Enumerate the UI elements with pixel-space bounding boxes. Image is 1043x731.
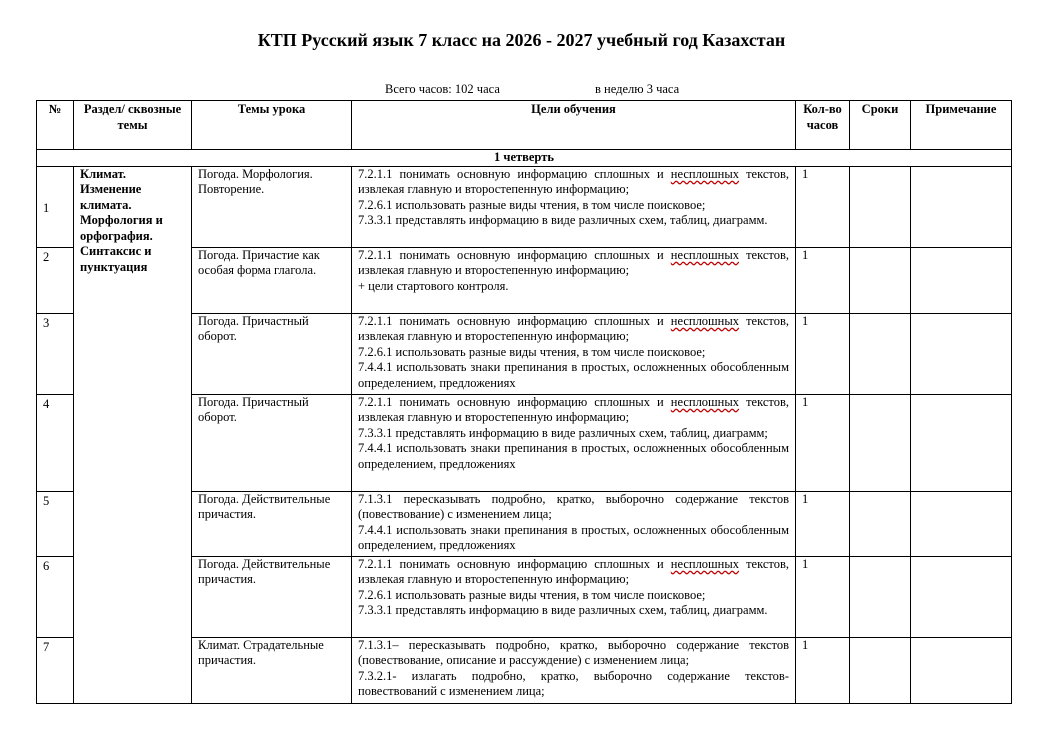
lesson-notes[interactable] [911, 556, 1012, 637]
ktp-table [36, 100, 1012, 704]
spellcheck-underline: несплошных [670, 313, 740, 328]
quarter-label: 1 четверть [37, 150, 1012, 167]
document-title: КТП Русский язык 7 класс на 2026 - 2027 учебный год Казахстан [257, 30, 786, 50]
lesson-notes[interactable] [911, 247, 1012, 313]
header-row [37, 101, 1012, 150]
goal-item: 7.3.3.1 представлять информацию в виде различных схем, таблиц, диаграмм. [358, 603, 768, 617]
lesson-goals [352, 491, 796, 556]
lesson-notes[interactable] [911, 491, 1012, 556]
lesson-goals [352, 313, 796, 394]
section-cell: Климат. Изменение климата. Морфология и орфография. Синтаксис и пунктуация [74, 166, 192, 703]
lesson-dates[interactable] [850, 247, 911, 313]
lesson-number-text: 5 [43, 493, 50, 508]
spellcheck-underline: несплошных [670, 556, 740, 571]
lesson-dates[interactable] [850, 313, 911, 394]
lesson-number-text: 2 [43, 249, 50, 264]
goal-item: 7.2.1.1 понимать основную информацию сплошных и несплошных текстов, извлекая главную и второстепенную информацию; [358, 166, 789, 196]
lesson-topic: Погода. Действительные причастия. [192, 556, 352, 637]
goal-item: 7.2.1.1 понимать основную информацию сплошных и несплошных текстов, извлекая главную и второстепенную информацию; [358, 247, 789, 277]
spellcheck-underline: несплошных [670, 166, 740, 181]
goal-item: 7.1.3.1 пересказывать подробно, кратко, выборочно содержание текстов (повествование) с изменением лица; [358, 491, 789, 521]
lesson-topic: Климат. Страдательные причастия. [192, 637, 352, 703]
spellcheck-underline: несплошных [670, 394, 740, 409]
lesson-goals [352, 166, 796, 247]
lesson-row [37, 166, 1012, 247]
total-hours: Всего часов: 102 часа [385, 82, 500, 96]
goal-item: + цели стартового контроля. [358, 278, 509, 293]
goal-item: 7.1.3.1– пересказывать подробно, кратко, выборочно содержание текстов (повествование, описание и рассуждение) с изменением лица; [358, 637, 789, 667]
header-section: Раздел/ сквозные темы [74, 101, 192, 150]
lesson-hours: 1 [796, 556, 850, 637]
lesson-number [37, 313, 74, 394]
goal-item: 7.4.4.1 использовать знаки препинания в простых, осложненных обособленным определением, предложениях [358, 360, 789, 390]
goal-item: 7.2.6.1 использовать разные виды чтения, в том числе поисковое; [358, 197, 706, 212]
header-goals: Цели обучения [352, 101, 796, 150]
lesson-number-text: 1 [43, 200, 50, 215]
lesson-number [37, 491, 74, 556]
lesson-number-text: 6 [43, 558, 50, 573]
lesson-number-text: 7 [43, 639, 50, 654]
lesson-hours: 1 [796, 637, 850, 703]
lesson-hours: 1 [796, 166, 850, 247]
lesson-notes[interactable] [911, 166, 1012, 247]
lesson-dates[interactable] [850, 637, 911, 703]
goal-item: 7.3.3.1 представлять информацию в виде различных схем, таблиц, диаграмм. [358, 213, 768, 227]
lesson-goals [352, 247, 796, 313]
goal-item: 7.2.1.1 понимать основную информацию сплошных и несплошных текстов, извлекая главную и второстепенную информацию; [358, 313, 789, 343]
lesson-number [37, 637, 74, 703]
goal-item: 7.2.6.1 использовать разные виды чтения, в том числе поисковое; [358, 344, 706, 359]
lesson-number-text: 4 [43, 396, 50, 411]
header-notes: Примечание [911, 101, 1012, 150]
lesson-notes[interactable] [911, 637, 1012, 703]
lesson-dates[interactable] [850, 394, 911, 491]
lesson-goals [352, 394, 796, 491]
lesson-notes[interactable] [911, 394, 1012, 491]
lesson-goals [352, 556, 796, 637]
goal-item: 7.2.1.1 понимать основную информацию сплошных и несплошных текстов, извлекая главную и второстепенную информацию; [358, 556, 789, 586]
lesson-topic: Погода. Причастный оборот. [192, 394, 352, 491]
lesson-dates[interactable] [850, 491, 911, 556]
weekly-hours: в неделю 3 часа [595, 82, 680, 96]
lesson-number-text: 3 [43, 315, 50, 330]
lesson-hours: 1 [796, 247, 850, 313]
header-topic: Темы урока [192, 101, 352, 150]
lesson-hours: 1 [796, 394, 850, 491]
header-num: № [37, 101, 74, 150]
lesson-hours: 1 [796, 313, 850, 394]
header-dates: Сроки [850, 101, 911, 150]
lesson-hours: 1 [796, 491, 850, 556]
lesson-topic: Погода. Действительные причастия. [192, 491, 352, 556]
goal-item: 7.3.2.1- излагать подробно, кратко, выборочно содержание текстов-повествований с изменением лица; [358, 668, 789, 698]
header-hours: Кол-во часов [796, 101, 850, 150]
lesson-notes[interactable] [911, 313, 1012, 394]
goal-item: 7.2.6.1 использовать разные виды чтения, в том числе поисковое; [358, 587, 706, 602]
goal-item: 7.2.1.1 понимать основную информацию сплошных и несплошных текстов, извлекая главную и второстепенную информацию; [358, 394, 789, 424]
lesson-dates[interactable] [850, 556, 911, 637]
lesson-number [37, 247, 74, 313]
quarter-row [37, 150, 1012, 167]
spellcheck-underline: несплошных [670, 247, 740, 262]
goal-item: 7.4.4.1 использовать знаки препинания в простых, осложненных обособленным определением, предложениях [358, 522, 789, 552]
lesson-dates[interactable] [850, 166, 911, 247]
lesson-topic: Погода. Причастный оборот. [192, 313, 352, 394]
lesson-number [37, 166, 74, 247]
lesson-goals [352, 637, 796, 703]
lesson-number [37, 556, 74, 637]
lesson-topic: Погода. Морфология. Повторение. [192, 166, 352, 247]
goal-item: 7.4.4.1 использовать знаки препинания в простых, осложненных обособленным определением, предложениях [358, 441, 789, 471]
lesson-number [37, 394, 74, 491]
goal-item: 7.3.3.1 представлять информацию в виде различных схем, таблиц, диаграмм; [358, 425, 768, 440]
lesson-topic: Погода. Причастие как особая форма глагола. [192, 247, 352, 313]
